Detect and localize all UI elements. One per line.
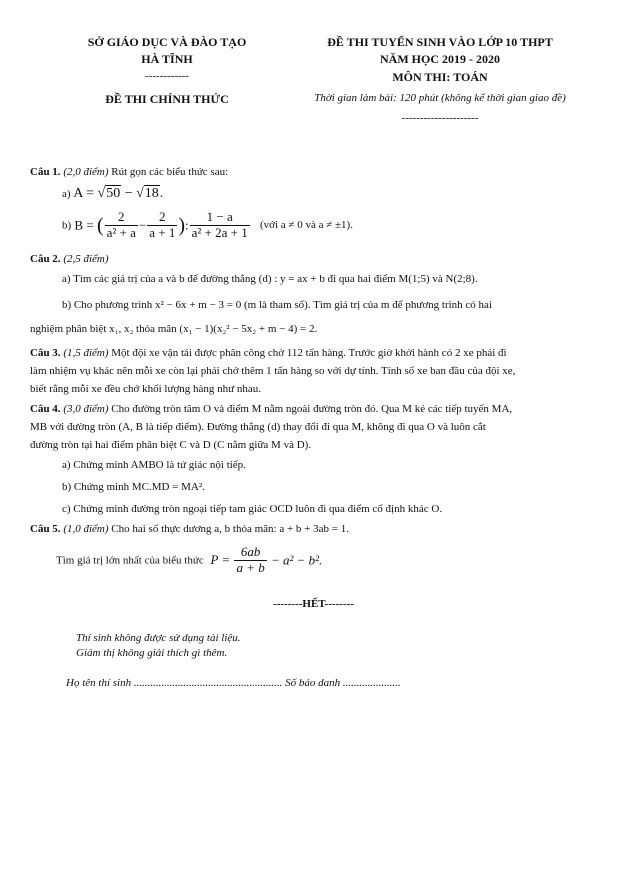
q5-points: (1,0 điểm) <box>63 523 109 535</box>
q2-heading <box>30 253 109 265</box>
q1a-end: . <box>159 186 164 201</box>
q4-text1: Cho đường tròn tâm O và điểm M nằm ngoài đường tròn đó. Qua M kẻ các tiếp tuyến MA, <box>111 403 513 415</box>
dept-name: SỞ GIÁO DỤC VÀ ĐÀO TẠO <box>87 35 247 49</box>
official-label: ĐỀ THI CHÍNH THỨC <box>105 92 229 106</box>
school-year: NĂM HỌC 2019 - 2020 <box>380 52 500 66</box>
q3-line1 <box>30 347 602 359</box>
q1a-label: a) <box>62 188 71 200</box>
q5-ask: Tìm giá trị lớn nhất của biểu thức <box>56 554 204 567</box>
q4-line2: MB với đường tròn (A, B là tiếp điểm). Đường thẳng (d) thay đổi đi qua M, không đi qua O và luôn cắt <box>30 421 486 433</box>
q3-label: Câu 3. <box>30 347 61 359</box>
end-mark: --------HẾT-------- <box>273 598 354 610</box>
q1b-frac-2-den: a + 1 <box>149 224 176 240</box>
province-name: HÀ TĨNH <box>141 52 193 66</box>
q3-line3: biết rằng mỗi xe đều chở khối lượng hàng như nhau. <box>30 383 261 395</box>
q2a: a) Tìm các giá trị của a và b để đường thẳng (d) : y = ax + b đi qua hai điểm M(1;5) và N(2;8). <box>62 273 478 285</box>
q1b-frac-2-num: 2 <box>147 210 177 226</box>
exam-title: ĐỀ THI TUYỂN SINH VÀO LỚP 10 THPT <box>327 35 553 49</box>
p-frac-den: a + b <box>236 559 265 575</box>
sqrt-symbol-1: √ <box>97 186 106 201</box>
q1a-lhs: A = <box>73 186 98 201</box>
q1a <box>62 186 163 202</box>
q1b-frac-1-den: a² + a <box>106 224 136 240</box>
p-lhs: P = <box>210 552 234 568</box>
q1a-radicand-2: 18 <box>144 186 159 201</box>
q2b-line2: nghiệm phân biệt x₁, x₂ thỏa mãn (x₁ − 1)(x₂² − 5x₂ + m − 4) = 2. <box>30 323 318 335</box>
q1b-frac-2 <box>147 210 177 241</box>
left-paren: ( <box>96 214 104 237</box>
q4-points: (3,0 điểm) <box>63 403 109 415</box>
q4-line1 <box>30 403 512 415</box>
right-divider: --------------------- <box>401 112 479 124</box>
q1b-frac-3-num: 1 − a <box>190 210 250 226</box>
q3-points: (1,5 điểm) <box>63 347 109 359</box>
q5-label: Câu 5. <box>30 523 61 535</box>
p-rest: − a² − b². <box>267 552 323 568</box>
q1b <box>62 210 353 241</box>
q4c: c) Chứng minh đường tròn ngoại tiếp tam giác OCD luôn đi qua điểm cố định khác O. <box>62 503 443 515</box>
q3-line2: làm nhiệm vụ khác nên mỗi xe còn lại phải chở thêm 1 tấn hàng so với dự tính. Tính số xe ban đầu của đội xe, <box>30 365 516 377</box>
q5-ask-line <box>56 545 322 576</box>
q2-label: Câu 2. <box>30 253 61 265</box>
right-paren: ) <box>178 214 186 237</box>
q1b-minus: − <box>138 217 147 233</box>
q5-heading <box>30 523 349 535</box>
q1b-label: b) <box>62 219 72 232</box>
q1-label: Câu 1. <box>30 166 61 178</box>
p-frac-num: 6ab <box>234 545 266 561</box>
q1b-lhs: B = <box>74 217 97 233</box>
q1-points: (2,0 điểm) <box>63 166 109 178</box>
time-allowed: Thời gian làm bài: 120 phút (không kể thời gian giao đề) <box>314 92 566 104</box>
q1a-radicand-1: 50 <box>106 186 121 201</box>
q1-heading <box>30 166 228 178</box>
q4a: a) Chứng minh AMBO là tứ giác nội tiếp. <box>62 459 246 471</box>
q1-text: Rút gọn các biểu thức sau: <box>111 166 229 178</box>
q1b-colon: : <box>185 217 189 233</box>
q5-text: Cho hai số thực dương a, b thỏa mãn: a + b + 3ab = 1. <box>111 523 349 535</box>
footer-note-2: Giám thị không giải thích gì thêm. <box>76 647 228 659</box>
q1b-frac-3-den: a² + 2a + 1 <box>191 224 248 240</box>
sqrt-symbol-2: √ <box>136 186 144 201</box>
q1b-frac-3 <box>190 210 250 241</box>
q4-label: Câu 4. <box>30 403 61 415</box>
q2-points: (2,5 điểm) <box>63 253 109 265</box>
candidate-info-line: Họ tên thí sinh ...................................................... Số báo danh ..................... <box>66 677 401 689</box>
q4-line3: đường tròn tại hai điểm phân biệt C và D (C nằm giữa M và D). <box>30 439 312 451</box>
q2b-line1: b) Cho phương trình x² − 6x + m − 3 = 0 (m là tham số). Tìm giá trị của m để phương trình có hai <box>62 299 492 311</box>
q1b-condition: (với a ≠ 0 và a ≠ ±1). <box>260 219 353 232</box>
subject: MÔN THI: TOÁN <box>392 70 488 84</box>
q4b: b) Chứng minh MC.MD = MA². <box>62 481 205 493</box>
q1b-frac-1-num: 2 <box>105 210 138 226</box>
q3-text1: Một đội xe vận tải được phân công chở 112 tấn hàng. Trước giờ khởi hành có 2 xe phải đi <box>111 347 507 359</box>
q1b-frac-1 <box>105 210 138 241</box>
left-divider: ------------ <box>145 70 189 82</box>
p-frac <box>234 545 266 576</box>
q1a-minus: − <box>121 186 137 201</box>
footer-note-1: Thí sinh không được sử dụng tài liệu. <box>76 632 241 644</box>
